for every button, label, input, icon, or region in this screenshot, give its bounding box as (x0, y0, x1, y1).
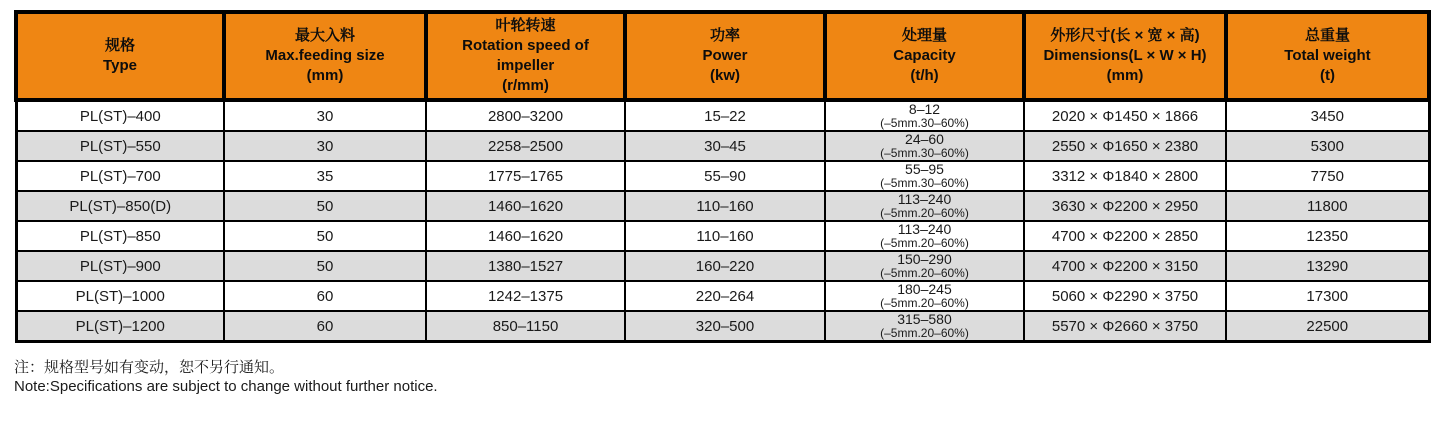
col-header-total-weight (1226, 12, 1429, 100)
cell-total-weight: 22500 (1226, 311, 1429, 342)
table-row (16, 251, 1429, 281)
cell-rotation-speed: 2258–2500 (426, 131, 625, 161)
col-header-max-feeding-unit: (mm) (306, 67, 344, 84)
table-row (16, 311, 1429, 342)
cell-rotation-speed: 1460–1620 (426, 191, 625, 221)
capacity-value: 315–580 (897, 311, 952, 327)
cell-capacity (825, 100, 1024, 131)
col-header-total-weight-zh: 总重量 (1304, 27, 1350, 44)
cell-type: PL(ST)–550 (16, 131, 224, 161)
col-header-rotation-speed-unit: (r/mm) (502, 77, 549, 94)
capacity-value: 24–60 (905, 131, 944, 147)
col-header-capacity-en: Capacity (893, 47, 956, 64)
cell-dimensions: 5570 × Φ2660 × 3750 (1024, 311, 1226, 342)
cell-dimensions: 4700 × Φ2200 × 2850 (1024, 221, 1226, 251)
col-header-type-zh: 规格 (104, 37, 135, 54)
footnote-zh: 注：规格型号如有变动，恕不另行通知。 (14, 359, 285, 376)
cell-type: PL(ST)–1200 (16, 311, 224, 342)
table-row (16, 221, 1429, 251)
cell-total-weight: 11800 (1226, 191, 1429, 221)
cell-rotation-speed: 2800–3200 (426, 100, 625, 131)
cell-type: PL(ST)–1000 (16, 281, 224, 311)
cell-capacity (825, 281, 1024, 311)
cell-power: 110–160 (625, 191, 825, 221)
col-header-max-feeding-en: Max.feeding size (265, 47, 385, 64)
cell-capacity (825, 131, 1024, 161)
cell-power: 15–22 (625, 100, 825, 131)
cell-max-feeding: 50 (224, 191, 426, 221)
col-header-max-feeding (224, 12, 426, 100)
capacity-value: 55–95 (905, 161, 944, 177)
capacity-note: (–5mm.20–60%) (880, 236, 969, 250)
cell-capacity (825, 161, 1024, 191)
cell-capacity (825, 221, 1024, 251)
col-header-type (16, 12, 224, 100)
cell-type: PL(ST)–700 (16, 161, 224, 191)
cell-max-feeding: 50 (224, 251, 426, 281)
col-header-rotation-speed-zh: 叶轮转速 (495, 17, 556, 34)
capacity-note: (–5mm.30–60%) (880, 176, 969, 190)
table-body (16, 100, 1429, 342)
col-header-power (625, 12, 825, 100)
capacity-value: 113–240 (897, 191, 952, 207)
cell-capacity (825, 191, 1024, 221)
col-header-dimensions-unit: (mm) (1106, 67, 1144, 84)
cell-total-weight: 13290 (1226, 251, 1429, 281)
cell-dimensions: 5060 × Φ2290 × 3750 (1024, 281, 1226, 311)
cell-dimensions: 2020 × Φ1450 × 1866 (1024, 100, 1226, 131)
cell-max-feeding: 60 (224, 311, 426, 342)
cell-rotation-speed: 850–1150 (426, 311, 625, 342)
cell-dimensions: 2550 × Φ1650 × 2380 (1024, 131, 1226, 161)
table-row (16, 281, 1429, 311)
capacity-note: (–5mm.20–60%) (880, 206, 969, 220)
cell-power: 220–264 (625, 281, 825, 311)
col-header-capacity-unit: (t/h) (910, 67, 939, 84)
spec-table (14, 10, 1431, 343)
table-row (16, 191, 1429, 221)
capacity-value: 8–12 (908, 101, 941, 117)
cell-power: 320–500 (625, 311, 825, 342)
col-header-type-en: Type (103, 57, 137, 74)
cell-max-feeding: 30 (224, 100, 426, 131)
cell-max-feeding: 35 (224, 161, 426, 191)
capacity-note: (–5mm.30–60%) (880, 116, 969, 130)
footnote-en: Note:Specifications are subject to change without further notice. (14, 378, 438, 395)
cell-type: PL(ST)–850(D) (16, 191, 224, 221)
col-header-max-feeding-zh: 最大入料 (294, 27, 355, 44)
cell-type: PL(ST)–900 (16, 251, 224, 281)
cell-type: PL(ST)–400 (16, 100, 224, 131)
cell-rotation-speed: 1775–1765 (426, 161, 625, 191)
col-header-rotation-speed (426, 12, 625, 100)
col-header-dimensions-zh: 外形尺寸(长 × 宽 × 高) (1050, 27, 1200, 44)
col-header-dimensions-en: Dimensions(L × W × H) (1043, 47, 1207, 64)
col-header-capacity-zh: 处理量 (901, 27, 947, 44)
capacity-note: (–5mm.20–60%) (880, 296, 969, 310)
cell-max-feeding: 60 (224, 281, 426, 311)
cell-rotation-speed: 1460–1620 (426, 221, 625, 251)
table-row (16, 161, 1429, 191)
table-header (16, 12, 1429, 100)
cell-max-feeding: 30 (224, 131, 426, 161)
capacity-note: (–5mm.20–60%) (880, 266, 969, 280)
cell-rotation-speed: 1380–1527 (426, 251, 625, 281)
cell-total-weight: 17300 (1226, 281, 1429, 311)
cell-max-feeding: 50 (224, 221, 426, 251)
col-header-power-unit: (kw) (710, 67, 740, 84)
cell-power: 110–160 (625, 221, 825, 251)
col-header-total-weight-en: Total weight (1284, 47, 1371, 64)
col-header-power-en: Power (702, 47, 748, 64)
cell-dimensions: 4700 × Φ2200 × 3150 (1024, 251, 1226, 281)
col-header-power-zh: 功率 (709, 27, 740, 44)
cell-total-weight: 7750 (1226, 161, 1429, 191)
col-header-total-weight-unit: (t) (1320, 67, 1335, 84)
cell-power: 30–45 (625, 131, 825, 161)
cell-capacity (825, 251, 1024, 281)
table-row (16, 131, 1429, 161)
cell-dimensions: 3630 × Φ2200 × 2950 (1024, 191, 1226, 221)
cell-total-weight: 12350 (1226, 221, 1429, 251)
capacity-note: (–5mm.30–60%) (880, 146, 969, 160)
cell-power: 160–220 (625, 251, 825, 281)
col-header-capacity (825, 12, 1024, 100)
cell-power: 55–90 (625, 161, 825, 191)
footnote (14, 358, 438, 396)
cell-capacity (825, 311, 1024, 342)
cell-total-weight: 3450 (1226, 100, 1429, 131)
cell-rotation-speed: 1242–1375 (426, 281, 625, 311)
header-row (16, 12, 1429, 100)
capacity-value: 150–290 (897, 251, 952, 267)
cell-type: PL(ST)–850 (16, 221, 224, 251)
table-row (16, 100, 1429, 131)
col-header-rotation-speed-en: Rotation speed of impeller (462, 37, 589, 74)
cell-total-weight: 5300 (1226, 131, 1429, 161)
cell-dimensions: 3312 × Φ1840 × 2800 (1024, 161, 1226, 191)
col-header-dimensions (1024, 12, 1226, 100)
capacity-value: 180–245 (897, 281, 952, 297)
capacity-value: 113–240 (897, 221, 952, 237)
capacity-note: (–5mm.20–60%) (880, 326, 969, 340)
